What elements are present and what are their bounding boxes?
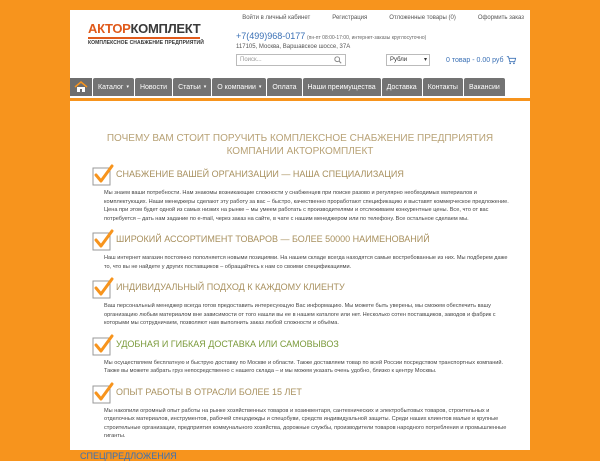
login-link[interactable]: Войти в личный кабинет — [242, 15, 311, 21]
advantage-section — [84, 382, 516, 441]
currency-value: Рубли — [390, 57, 408, 63]
nav-item-catalog[interactable] — [93, 78, 134, 96]
logo-part2: КОМПЛЕКТ — [130, 21, 201, 36]
search-input[interactable] — [236, 54, 346, 66]
header — [70, 10, 530, 90]
deferred-link[interactable]: Отложенные товары (0) — [389, 15, 456, 21]
section-text: Мы осуществляем бесплатную и быструю доставку по Москве и области. Также доставляем товар по всей России посредством транспортных компаний. Также вы можете забрать груз непосредственно с нашего склада – и мы можем указать очень удобно, близко к центру Москвы. — [104, 359, 504, 374]
logo-tagline: КОМПЛЕКСНОЕ СНАБЖЕНИЕ ПРЕДПРИЯТИЙ — [88, 40, 204, 46]
page-container — [70, 10, 530, 461]
top-links — [220, 15, 524, 21]
nav-label: Каталог — [98, 83, 124, 91]
logo-underline — [88, 37, 200, 39]
advantage-section — [84, 334, 516, 376]
contacts — [236, 32, 426, 52]
section-title: ИНДИВИДУАЛЬНЫЙ ПОДХОД К КАЖДОМУ КЛИЕНТУ — [116, 282, 345, 292]
section-title: ШИРОКИЙ АССОРТИМЕНТ ТОВАРОВ — БОЛЕЕ 50000 НАИМЕНОВАНИЙ — [116, 234, 430, 244]
nav-item-vacancies[interactable] — [464, 78, 505, 96]
nav-label: Оплата — [272, 83, 297, 91]
checkmark-icon — [92, 334, 114, 356]
nav-item-advantages[interactable] — [303, 78, 381, 96]
main-nav — [70, 78, 530, 96]
section-title: СНАБЖЕНИЕ ВАШЕЙ ОРГАНИЗАЦИИ — НАША СПЕЦИАЛИЗАЦИЯ — [116, 169, 404, 179]
section-title: УДОБНАЯ И ГИБКАЯ ДОСТАВКА ИЛИ САМОВЫВОЗ — [116, 338, 339, 349]
nav-item-articles[interactable] — [173, 78, 211, 96]
cart-summary[interactable] — [446, 55, 516, 65]
nav-label: Статьи — [178, 83, 201, 91]
nav-label: Новости — [139, 83, 168, 91]
checkmark-icon — [92, 229, 114, 251]
logo[interactable] — [88, 22, 203, 52]
chevron-down-icon: ▾ — [126, 84, 129, 90]
nav-item-news[interactable] — [135, 78, 172, 96]
address: 117105, Москва, Варшавское шоссе, 37А — [236, 44, 351, 50]
checkout-link[interactable]: Оформить заказ — [477, 15, 524, 21]
nav-label: Вакансии — [468, 83, 500, 91]
special-offers-heading[interactable]: СПЕЦПРЕДЛОЖЕНИЯ — [80, 450, 177, 461]
checkmark-icon — [92, 277, 114, 299]
advantage-section — [84, 277, 516, 328]
nav-label: О компании — [217, 83, 256, 91]
search-placeholder: Поиск... — [240, 57, 262, 63]
advantage-section — [84, 164, 516, 223]
search-icon[interactable] — [334, 56, 342, 64]
checkmark-icon — [92, 382, 114, 404]
section-text: Ваш персональный менеджер всегда готов предоставить интересующую Вас информацию. Мы можете быть уверены, мы сможем обеспечить вашу организацию любым материалом вне зависимости от того нашли вы ее в нашем каталоге или нет. Несколько сотен поставщиков, заводов и фабрик с которыми мы сотрудничаем, позволяют нам выполнить заказ любой сложности и объёма. — [104, 303, 496, 326]
section-text: Наш интернет магазин постоянно пополняется новыми позициями. На нашем складе всегда находятся самые востребованные из них. Мы подберем даже то, что вы не найдете у других поставщиков – обращайтесь к нам со своими спецификациями. — [104, 255, 508, 270]
chevron-down-icon: ▾ — [203, 84, 207, 90]
chevron-down-icon: ▾ — [258, 84, 262, 90]
register-link[interactable]: Регистрация — [332, 15, 368, 21]
cart-icon[interactable] — [506, 55, 516, 65]
nav-label: Контакты — [427, 83, 458, 91]
advantage-section — [84, 229, 516, 271]
checkmark-icon — [92, 164, 114, 186]
home-button[interactable] — [70, 78, 92, 96]
nav-item-contacts[interactable] — [423, 78, 463, 96]
nav-item-payment[interactable] — [267, 78, 301, 96]
phone[interactable]: +7(499)968-0177 — [236, 31, 306, 41]
nav-item-about[interactable] — [212, 78, 266, 96]
phone-note: (пн-пт 08:00-17:00, интернет-заказы круглосуточно) — [306, 35, 427, 41]
nav-label: Наши преимущества — [307, 83, 376, 91]
section-text: Мы накопили огромный опыт работы на рынке хозяйственных товаров и хозинвентаря, сантехнических и электробытовых товаров, строительных и отделочных материалов, инструментов, рабочей спецодежды и спецобуви, средств индивидуальной защиты. Среди наших клиентов малые и крупные строительные организации, предприятия коммунального хозяйства, дорожные службы, производители товаров народного потребления и промышленные гиганты. — [104, 407, 507, 439]
cart-text: 0 товар - 0.00 руб — [446, 56, 504, 64]
currency-select[interactable] — [386, 54, 430, 66]
main-content — [70, 101, 530, 461]
nav-label: Доставка — [386, 83, 417, 91]
section-text: Мы знаем ваши потребности. Нам знакомы возникающие сложности у снабженцев при поиске разово и регулярно необходимых материалов и комплектующих. Наши менеджеры сделают эту работу за вас – быстро, качественно проработают спецификацию и выставят коммерческое предложение. Цена при этом будет одной из самых низких на рынке – мы умеем работать с производителями и отслеживаем конкурентные цены. Все, что от вас потребуется – дать нам задание по e-mail, через заказ на сайте, в чате с нашим менеджером или по телефону. Все остальное сделаем мы. — [104, 190, 509, 222]
section-title: ОПЫТ РАБОТЫ В ОТРАСЛИ БОЛЕЕ 15 ЛЕТ — [116, 386, 302, 397]
chevron-down-icon: ▾ — [423, 57, 427, 63]
nav-item-delivery[interactable] — [382, 78, 422, 96]
page-title: ПОЧЕМУ ВАМ СТОИТ ПОРУЧИТЬ КОМПЛЕКСНОЕ СНАБЖЕНИЕ ПРЕДПРИЯТИЯ КОМПАНИИ АКТОРКОМПЛЕКТ — [106, 133, 494, 157]
logo-part1: АКТОР — [88, 21, 131, 36]
home-icon — [74, 81, 88, 93]
